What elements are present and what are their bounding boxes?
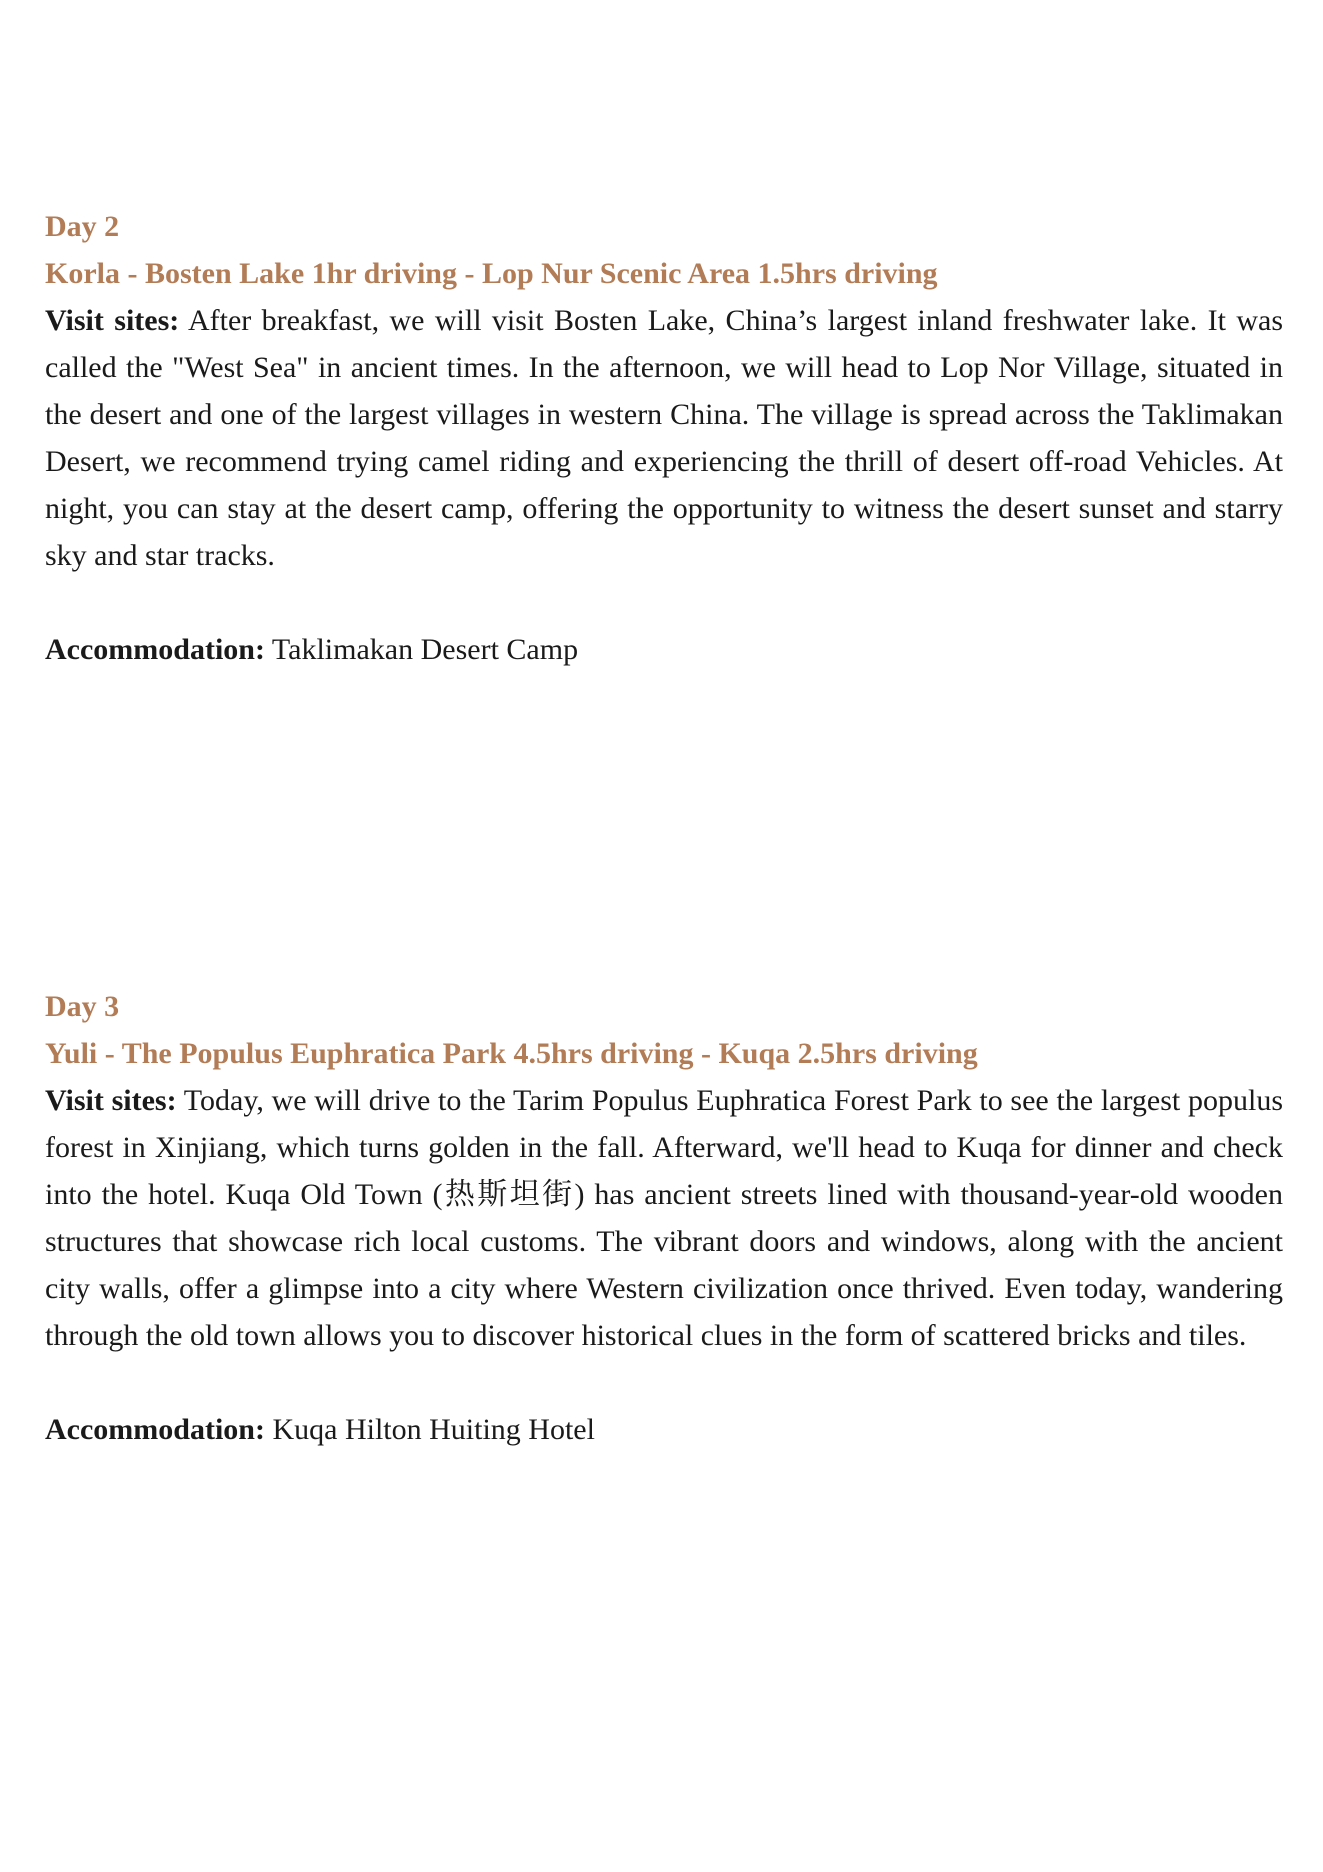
accommodation-line bbox=[45, 626, 1283, 673]
route-heading: Yuli - The Populus Euphratica Park 4.5hrs driving - Kuqa 2.5hrs driving bbox=[45, 1037, 978, 1070]
visit-sites-text: After breakfast, we will visit Bosten Lake, China’s largest inland freshwater lake. It was called the "West Sea" in ancient times. In the afternoon, we will head to Lop Nor Village, situated in the desert and one of the largest villages in western China. The village is spread across the Taklimakan Desert, we recommend trying camel riding and experiencing the thrill of desert off-road Vehicles. At night, you can stay at the desert camp, offering the opportunity to witness the desert sunset and starry sky and star tracks. bbox=[45, 304, 1283, 572]
visit-sites-paragraph bbox=[45, 1077, 1283, 1359]
accommodation-text: Kuqa Hilton Huiting Hotel bbox=[264, 1413, 595, 1446]
day-heading: Day 2 bbox=[45, 210, 120, 243]
visit-sites-paragraph bbox=[45, 297, 1283, 579]
accommodation-label: Accommodation: bbox=[45, 633, 265, 666]
day-heading: Day 3 bbox=[45, 990, 120, 1023]
visit-sites-label: Visit sites: bbox=[45, 304, 180, 337]
visit-sites-label: Visit sites: bbox=[45, 1084, 177, 1117]
accommodation-label: Accommodation: bbox=[45, 1413, 265, 1446]
route-heading: Korla - Bosten Lake 1hr driving - Lop Nur Scenic Area 1.5hrs driving bbox=[45, 257, 938, 290]
accommodation-text: Taklimakan Desert Camp bbox=[264, 633, 579, 666]
accommodation-line bbox=[45, 1406, 1283, 1453]
visit-sites-text: Today, we will drive to the Tarim Populus Euphratica Forest Park to see the largest populus forest in Xinjiang, which turns golden in the fall. Afterward, we'll head to Kuqa for dinner and check into the hotel. Kuqa Old Town (热斯坦街) has ancient streets lined with thousand-year-old wooden structures that showcase rich local customs. The vibrant doors and windows, along with the ancient city walls, offer a glimpse into a city where Western civilization once thrived. Even today, wandering through the old town allows you to discover historical clues in the form of scattered bricks and tiles. bbox=[45, 1084, 1283, 1352]
day-3-section bbox=[45, 983, 1283, 1453]
day-2-section bbox=[45, 203, 1283, 673]
